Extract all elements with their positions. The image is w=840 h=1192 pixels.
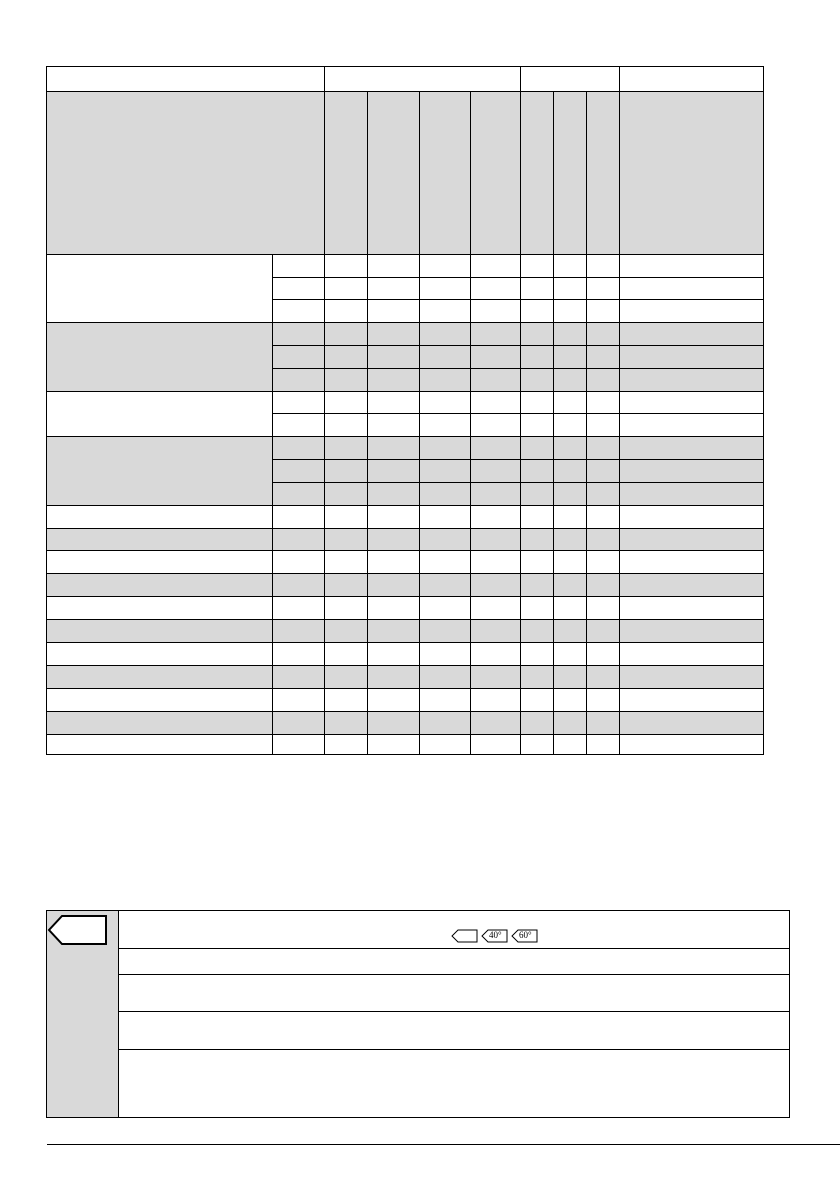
sub-row-line bbox=[272, 277, 763, 278]
40-degree-tag-icon bbox=[481, 929, 509, 944]
box-row-line bbox=[118, 1011, 789, 1012]
column-line bbox=[324, 66, 325, 755]
row-shading bbox=[47, 711, 763, 734]
column-line bbox=[520, 66, 521, 755]
row-line bbox=[46, 711, 763, 712]
sub-column-line bbox=[272, 254, 273, 755]
row-line bbox=[46, 505, 763, 506]
row-line bbox=[46, 528, 763, 529]
sub-row-line bbox=[272, 299, 763, 300]
column-line bbox=[367, 91, 368, 755]
row-shading bbox=[47, 528, 763, 550]
box-border-left bbox=[46, 910, 47, 1118]
row-shading bbox=[47, 573, 763, 596]
row-line bbox=[46, 550, 763, 551]
row-line bbox=[46, 619, 763, 620]
row-line bbox=[46, 596, 763, 597]
row-line bbox=[46, 573, 763, 574]
column-line bbox=[619, 66, 620, 755]
header-shading bbox=[47, 91, 763, 254]
box-border-bottom bbox=[46, 1117, 790, 1118]
footer-rule bbox=[47, 1144, 840, 1145]
group-shading bbox=[47, 436, 763, 505]
sub-row-line bbox=[272, 482, 763, 483]
table-border-top bbox=[46, 66, 763, 67]
sub-row-line bbox=[272, 459, 763, 460]
sub-row-line bbox=[272, 345, 763, 346]
column-line bbox=[553, 91, 554, 755]
header-line bbox=[46, 91, 763, 92]
group-shading bbox=[47, 322, 763, 391]
table-border-right bbox=[763, 66, 764, 755]
sub-row-line bbox=[272, 368, 763, 369]
box-row-line bbox=[118, 974, 789, 975]
60-degree-tag-icon bbox=[511, 929, 539, 944]
box-row-line bbox=[118, 1049, 789, 1050]
row-line bbox=[46, 688, 763, 689]
header-bottom-line bbox=[46, 254, 763, 255]
column-line bbox=[470, 91, 471, 755]
box-border-right bbox=[789, 910, 790, 1118]
row-line bbox=[46, 322, 763, 323]
box-row-line bbox=[118, 948, 789, 949]
row-shading bbox=[47, 665, 763, 688]
cold-temperature-tag-icon bbox=[451, 929, 479, 944]
box-divider bbox=[118, 910, 119, 1118]
60-degree-label: 60° bbox=[519, 930, 532, 940]
row-line bbox=[46, 734, 763, 735]
column-line bbox=[586, 91, 587, 755]
table-border-bottom bbox=[46, 754, 764, 755]
row-line bbox=[46, 391, 763, 392]
temperature-tag-icon bbox=[46, 913, 110, 947]
box-border-top bbox=[46, 910, 789, 911]
row-line bbox=[46, 642, 763, 643]
sub-row-line bbox=[272, 413, 763, 414]
column-line bbox=[419, 91, 420, 755]
row-line bbox=[46, 436, 763, 437]
row-line bbox=[46, 665, 763, 666]
table-border-left bbox=[46, 66, 47, 755]
row-shading bbox=[47, 619, 763, 642]
40-degree-label: 40° bbox=[489, 930, 502, 940]
